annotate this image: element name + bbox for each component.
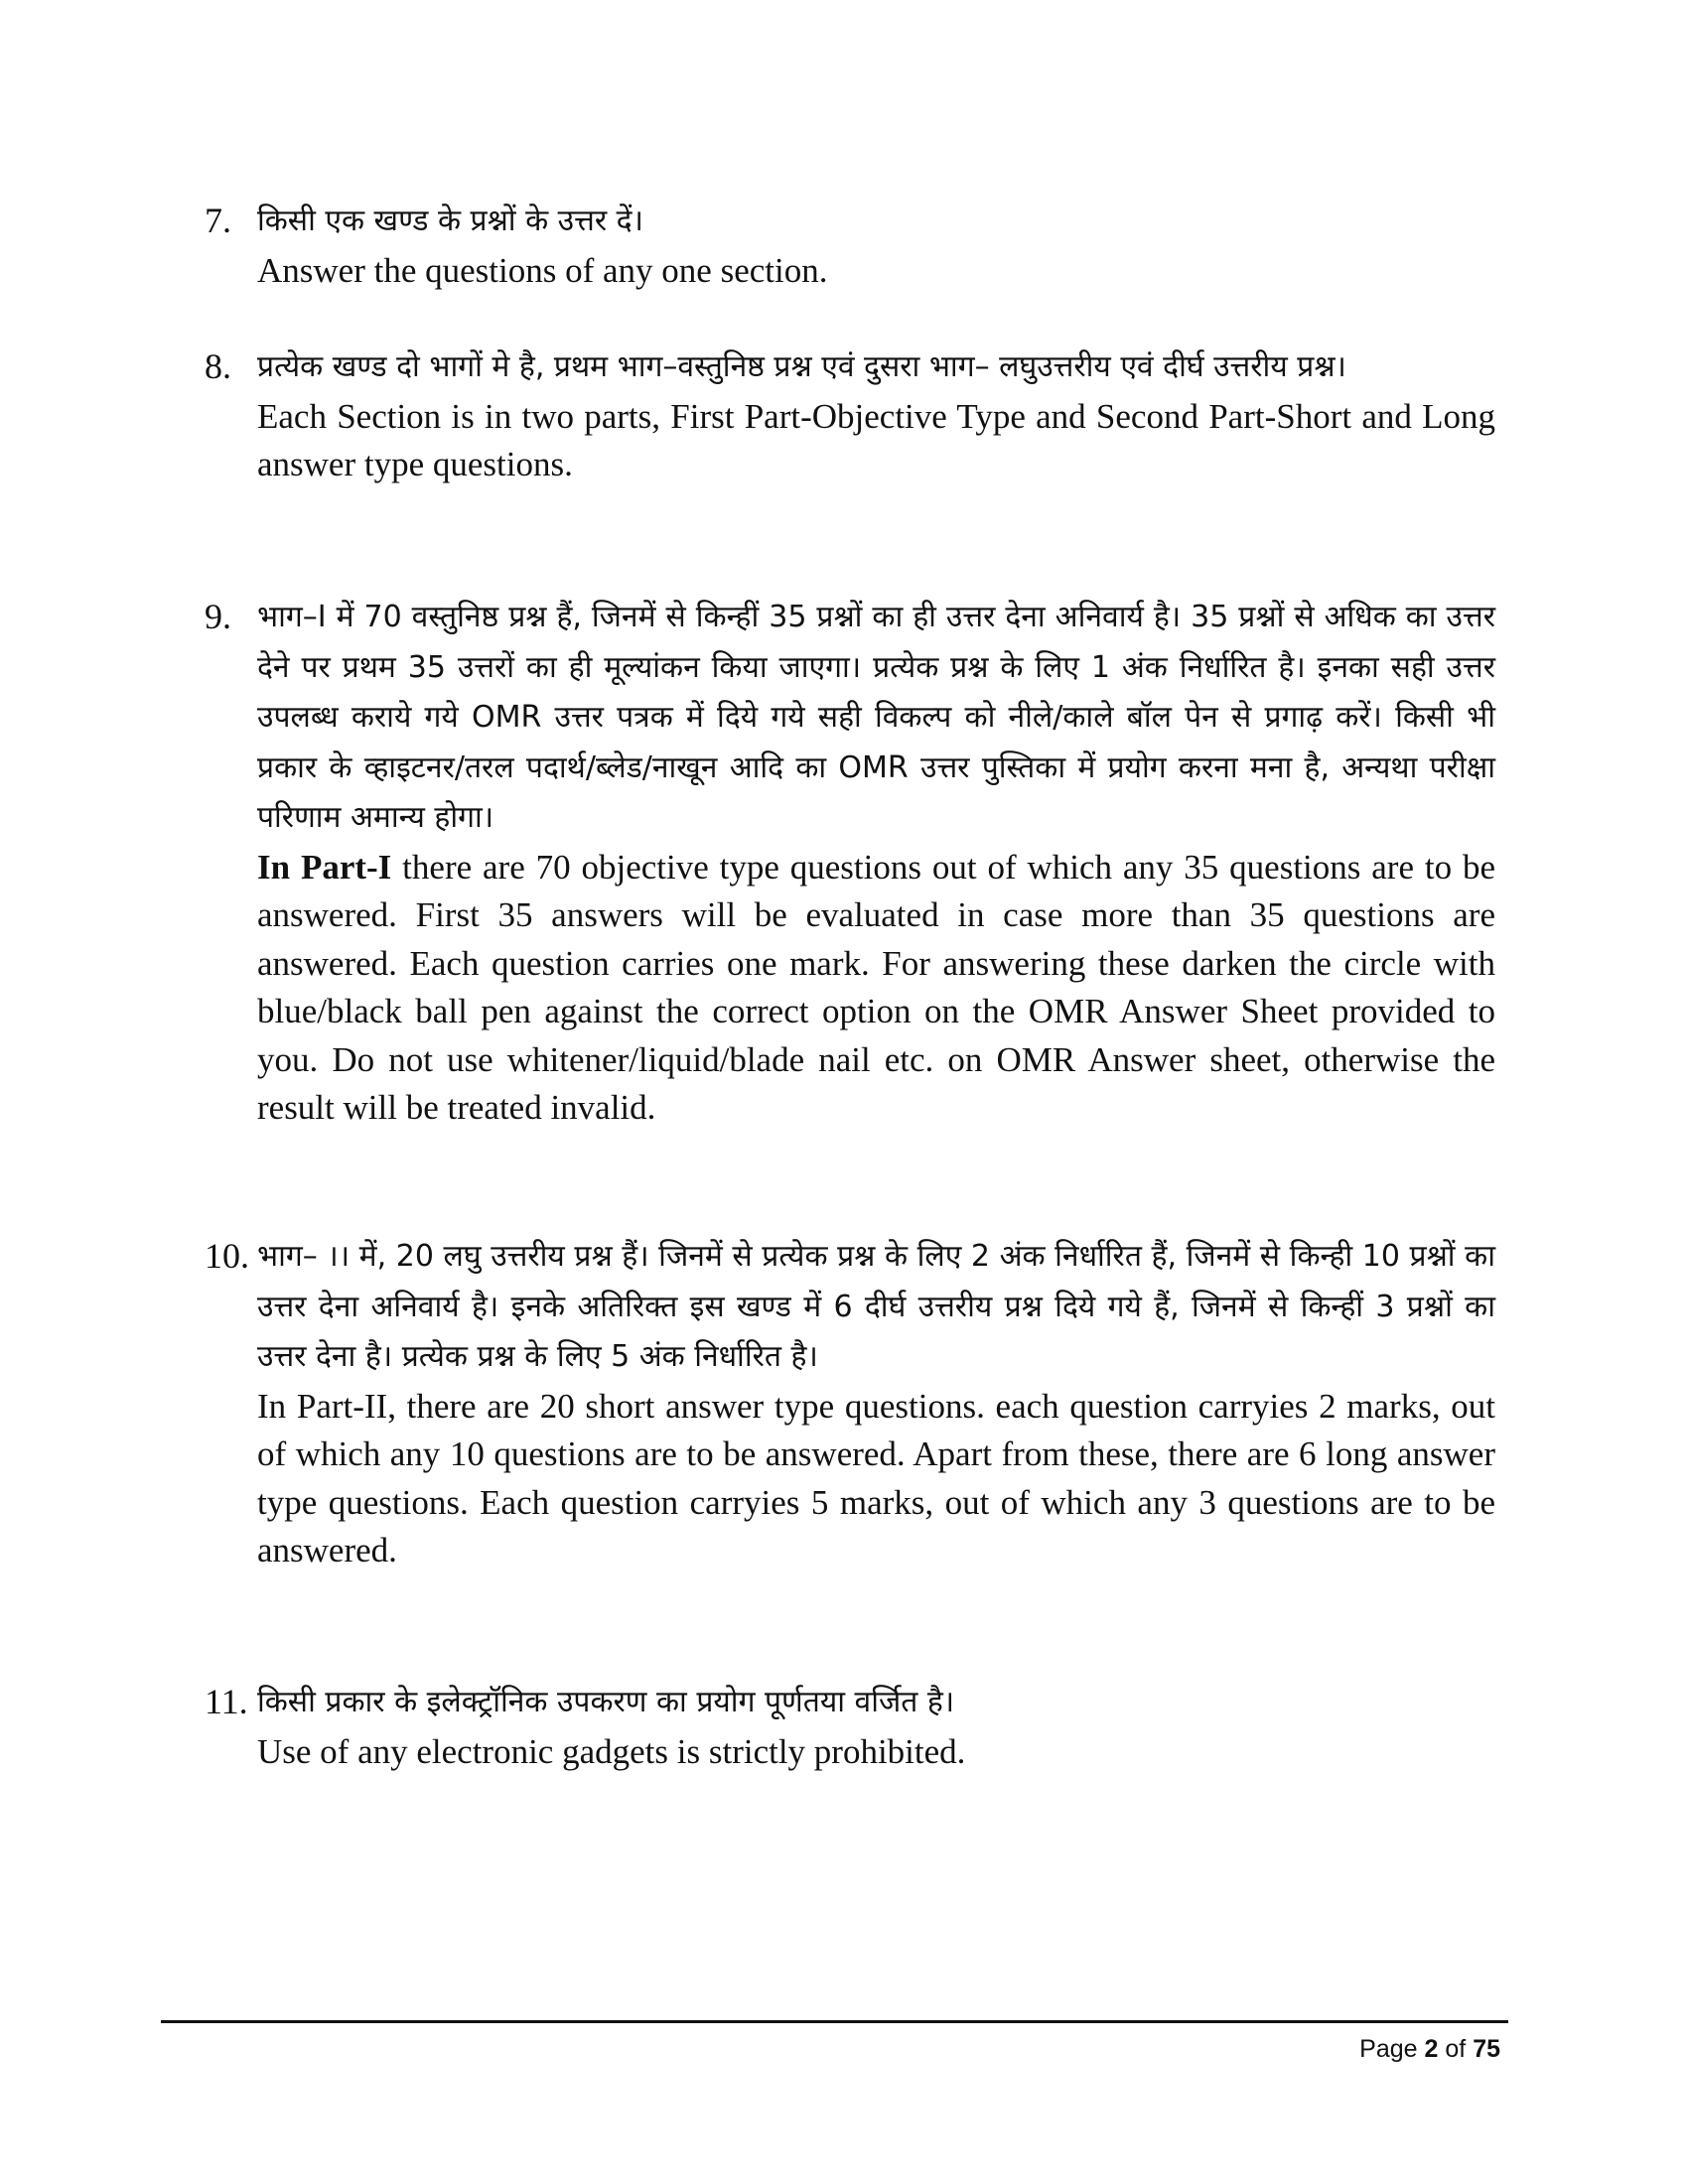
instruction-number: 7.: [205, 201, 231, 240]
instruction-hindi-text: भाग– ।। में, 20 लघु उत्तरीय प्रश्न हैं। जिनमें से प्रत्येक प्रश्न के लिए 2 अंक निर्धारित हैं, जिनमें से किन्ही 10 प्रश्नों का उत्तर देना अनिवार्य है। इनके अतिरिक्त इस खण्ड में 6 दीर्घ उत्तरीय प्रश्न दिये गये हैं, जिनमें से किन्हीं 3 प्रश्नों का उत्तर देना है। प्रत्येक प्रश्न के लिए 5 अंक निर्धारित है।: [257, 1239, 1495, 1374]
instruction-english-text: Answer the questions of any one section.: [257, 250, 828, 290]
instruction-number: 10.: [205, 1236, 249, 1276]
instruction-english-text: Each Section is in two parts, First Part-Objective Type and Second Part-Short and Long answer type questions.: [257, 396, 1495, 483]
footer-divider: [161, 2020, 1508, 2023]
instruction-english-text: [257, 844, 1495, 1133]
instruction-item-8: [205, 342, 1495, 489]
page-number: [1359, 2031, 1500, 2067]
instruction-hindi-text: किसी प्रकार के इलेक्ट्रॉनिक उपकरण का प्रयोग पूर्णतया वर्जित है।: [257, 1685, 955, 1719]
instruction-item-9: [205, 593, 1495, 1133]
instruction-number: 9.: [205, 597, 231, 636]
instruction-english-body: there are 70 objective type questions out of which any 35 questions are to be answered. First 35 answers will be evaluated in case more than 35 questions are answered. Each question carries one mark. For answering these darken the circle with blue/black ball pen against the correct option on the OMR Answer Sheet provided to you. Do not use whitener/liquid/blade nail etc. on OMR Answer sheet, otherwise the result will be treated invalid.: [257, 847, 1495, 1127]
instruction-item-7: [205, 197, 1495, 295]
total-pages: 75: [1473, 2035, 1500, 2063]
part-one-label: In Part-I: [257, 847, 392, 887]
instruction-hindi-text: किसी एक खण्ड के प्रश्नों के उत्तर दें।: [257, 204, 643, 238]
instruction-hindi-text: प्रत्येक खण्ड दो भागों मे है, प्रथम भाग–वस्तुनिष्ठ प्रश्न एवं दुसरा भाग– लघुउत्तरीय एवं दीर्घ उत्तरीय प्रश्न।: [257, 349, 1346, 384]
instruction-item-10: [205, 1232, 1495, 1575]
page-word: Page: [1359, 2035, 1418, 2063]
of-word: of: [1445, 2035, 1467, 2063]
instruction-hindi-text: भाग–I में 70 वस्तुनिष्ठ प्रश्न हैं, जिनमें से किन्हीं 35 प्रश्नों का ही उत्तर देना अनिवार्य है। 35 प्रश्नों से अधिक का उत्तर देने पर प्रथम 35 उत्तरों का ही मूल्यांकन किया जाएगा। प्रत्येक प्रश्न के लिए 1 अंक निर्धारित है। इनका सही उत्तर उपलब्ध कराये गये OMR उत्तर पत्रक में दिये गये सही विकल्प को नीले/काले बॉल पेन से प्रगाढ़ करें। किसी भी प्रकार के व्हाइटनर/तरल पदार्थ/ब्लेड/नाखून आदि का OMR उत्तर पुस्तिका में प्रयोग करना मना है, अन्यथा परीक्षा परिणाम अमान्य होगा।: [257, 600, 1495, 835]
instruction-english-text: Use of any electronic gadgets is strictly prohibited.: [257, 1731, 966, 1771]
instruction-english-text: In Part-II, there are 20 short answer type questions. each question carryies 2 marks, out of which any 10 questions are to be answered. Apart from these, there are 6 long answer type questions. Each question carryies 5 marks, out of which any 3 questions are to be answered.: [257, 1386, 1495, 1570]
instruction-number: 11.: [205, 1682, 248, 1721]
current-page: 2: [1424, 2035, 1439, 2063]
instruction-item-11: [205, 1678, 1495, 1776]
instruction-number: 8.: [205, 346, 231, 386]
